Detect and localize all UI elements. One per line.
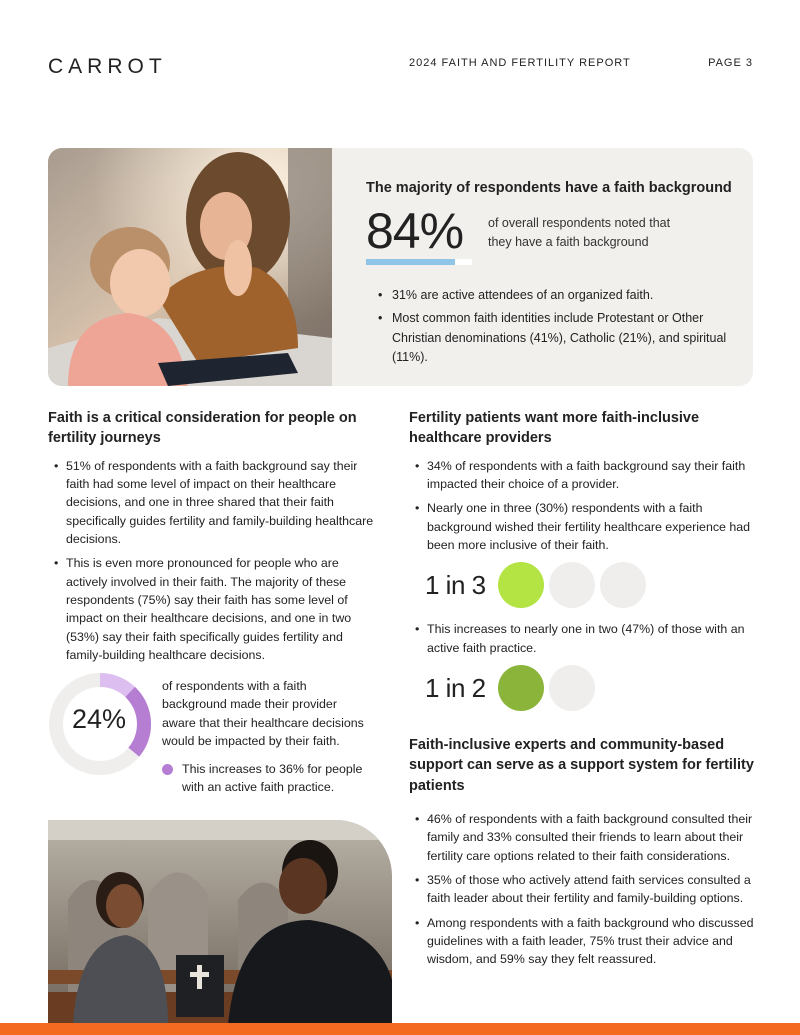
list-item: • 34% of respondents with a faith background say their faith impacted their choice of a provider. xyxy=(409,457,759,494)
empty-circle-icon xyxy=(549,562,595,608)
mother-daughter-praying-photo xyxy=(48,148,332,386)
left-bullet-list xyxy=(48,457,378,665)
filled-circle-icon xyxy=(498,665,544,711)
list-item: • Most common faith identities include Protestant or Other Christian denominations (41%), Catholic (21%), and spiritual (11%). xyxy=(366,309,736,367)
hero-bullet-list xyxy=(366,286,736,368)
church-conversation-photo xyxy=(48,820,392,1025)
donut-note xyxy=(162,760,372,797)
right-column-support xyxy=(409,735,759,975)
section-heading-support-system: Faith-inclusive experts and community-based support can serve as a support system for fertility patients xyxy=(409,737,754,794)
stat-percentage: 84% xyxy=(366,203,464,259)
stat-progress-bar xyxy=(366,259,472,265)
list-item: • This increases to nearly one in two (47%) of those with an active faith practice. xyxy=(409,620,759,657)
right-column xyxy=(409,408,759,723)
list-item: • 31% are active attendees of an organized faith. xyxy=(366,286,736,305)
left-column xyxy=(48,408,378,671)
list-item: • This is even more pronounced for people who are actively involved in their faith. The majority of these respondents (75%) say their faith has some level of impact on their healthcare decisions, and one in two (53%) say their faith specifically guides fertility and family-building healthcare decisions. xyxy=(48,554,378,664)
donut-percentage: 24% xyxy=(71,704,127,734)
right-bullet-list-2 xyxy=(409,620,759,657)
hero-heading: The majority of respondents have a faith background xyxy=(366,180,732,196)
empty-circle-icon xyxy=(600,562,646,608)
list-item: • Among respondents with a faith background who discussed guidelines with a faith leader, 75% trust their advice and wisdom, and 59% say they felt reassured. xyxy=(409,914,759,969)
list-item: • Nearly one in three (30%) respondents with a faith background wished their fertility healthcare experience had been more inclusive of their faith. xyxy=(409,499,759,554)
footer-accent-bar xyxy=(0,1023,800,1035)
list-item: • 35% of those who actively attend faith services consulted a faith leader about their fertility and family-building options. xyxy=(409,871,759,908)
empty-circle-icon xyxy=(549,665,595,711)
faith-background-stat xyxy=(366,203,736,276)
list-item: • 46% of respondents with a faith background consulted their family and 33% consulted their friends to learn about their fertility care options related to their faith considerations. xyxy=(409,810,759,865)
ratio-label: 1 in 2 xyxy=(425,673,486,704)
section-heading-inclusive-providers: Fertility patients want more faith-inclusive healthcare providers xyxy=(409,410,700,447)
report-title: 2024 FAITH AND FERTILITY REPORT xyxy=(409,57,631,69)
stat-description: of overall respondents noted that they have a faith background xyxy=(488,216,671,249)
hero-text-block xyxy=(366,180,736,372)
page-header xyxy=(0,0,800,90)
ratio-label: 1 in 3 xyxy=(425,570,486,601)
support-bullet-list xyxy=(409,810,759,969)
purple-dot-icon xyxy=(162,764,173,775)
filled-circle-icon xyxy=(498,562,544,608)
ratio-one-in-three xyxy=(409,562,759,610)
donut-note-text: This increases to 36% for people with an active faith practice. xyxy=(182,762,363,795)
provider-aware-stat xyxy=(48,672,378,795)
carrot-logo: CARROT xyxy=(48,55,167,78)
hero-card xyxy=(48,148,753,386)
section-heading-critical-consideration: Faith is a critical consideration for people on fertility journeys xyxy=(48,410,357,447)
right-bullet-list xyxy=(409,457,759,555)
page-number: PAGE 3 xyxy=(708,57,753,69)
ratio-one-in-two xyxy=(409,665,759,713)
donut-description: of respondents with a faith background made their provider aware that their healthcare decisions would be impacted by their faith. xyxy=(162,679,364,749)
stat-progress-fill xyxy=(366,259,455,265)
list-item: • 51% of respondents with a faith background say their faith had some level of impact on their healthcare decisions, and one in three shared that their faith specifically guides fertility and family-building healthcare decisions. xyxy=(48,457,378,549)
